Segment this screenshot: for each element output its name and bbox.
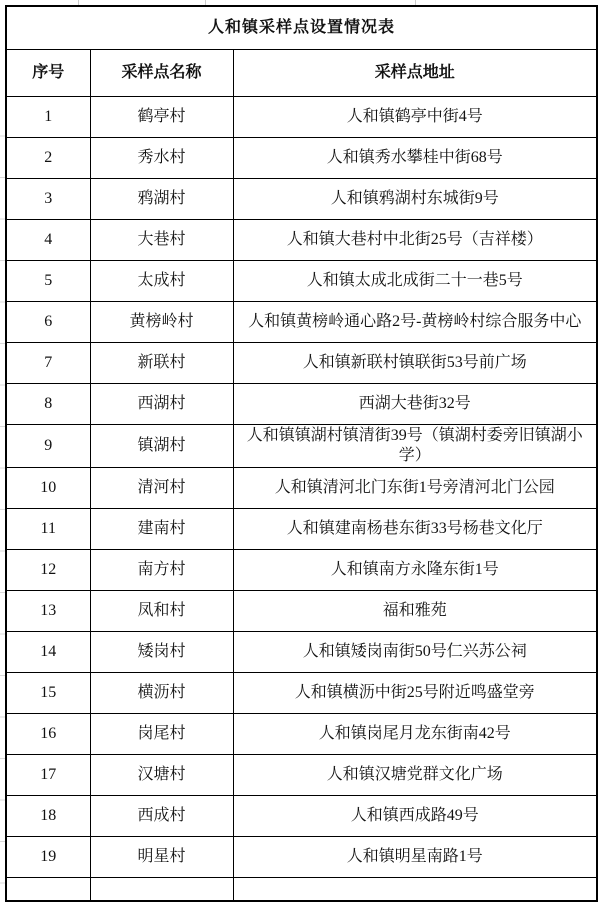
row-number-cell: 19: [6, 837, 90, 878]
table-row: [6, 261, 597, 302]
table-row: [6, 837, 597, 878]
column-header-number: 序号: [6, 50, 90, 97]
sampling-point-address-cell: 人和镇鸦湖村东城街9号: [233, 179, 597, 220]
sampling-point-address-cell: 人和镇建南杨巷东街33号杨巷文化厅: [233, 509, 597, 550]
table-row: [6, 97, 597, 138]
sampling-point-address-cell: 人和镇新联村镇联街53号前广场: [233, 343, 597, 384]
table-row: [6, 591, 597, 632]
row-number-cell: 9: [6, 425, 90, 468]
table-row: [6, 796, 597, 837]
sampling-point-address-cell: 人和镇秀水攀桂中街68号: [233, 138, 597, 179]
table-row: [6, 468, 597, 509]
sampling-point-name-cell: 建南村: [90, 509, 233, 550]
column-header-name: 采样点名称: [90, 50, 233, 97]
page-title: 人和镇采样点设置情况表: [6, 6, 597, 50]
row-number-cell: 15: [6, 673, 90, 714]
row-number-cell: 2: [6, 138, 90, 179]
sampling-point-name-cell: 矮岗村: [90, 632, 233, 673]
row-number-cell: 14: [6, 632, 90, 673]
table-row: [6, 509, 597, 550]
sampling-point-name-cell: 大巷村: [90, 220, 233, 261]
sampling-point-name-cell: 西成村: [90, 796, 233, 837]
sampling-point-name-cell: 新联村: [90, 343, 233, 384]
row-number-cell: 6: [6, 302, 90, 343]
sampling-point-name-cell: 黄榜岭村: [90, 302, 233, 343]
sampling-point-address-cell: 人和镇西成路49号: [233, 796, 597, 837]
row-number-cell: 11: [6, 509, 90, 550]
table-row: [6, 425, 597, 468]
sampling-point-address-cell: 人和镇岗尾月龙东街南42号: [233, 714, 597, 755]
row-number-cell: 1: [6, 97, 90, 138]
row-number-cell: 12: [6, 550, 90, 591]
table-row: [6, 138, 597, 179]
sampling-point-address-cell: 人和镇镇湖村镇清街39号（镇湖村委旁旧镇湖小学）: [233, 425, 597, 468]
table-body: [6, 97, 597, 902]
sampling-point-name-cell: 明星村: [90, 837, 233, 878]
sampling-point-name-cell: 清河村: [90, 468, 233, 509]
table-row: [6, 673, 597, 714]
row-number-cell: 3: [6, 179, 90, 220]
sampling-point-address-cell: 人和镇黄榜岭通心路2号-黄榜岭村综合服务中心: [233, 302, 597, 343]
table-row: [6, 302, 597, 343]
header-row: [6, 50, 597, 97]
sampling-point-name-cell: 太成村: [90, 261, 233, 302]
table-row: [6, 632, 597, 673]
table-row: [6, 179, 597, 220]
sampling-point-address-cell: 人和镇鹤亭中街4号: [233, 97, 597, 138]
sampling-point-name-cell: 镇湖村: [90, 425, 233, 468]
row-number-cell: 17: [6, 755, 90, 796]
table-row: [6, 343, 597, 384]
title-row: [6, 6, 597, 50]
sampling-point-name-cell: 南方村: [90, 550, 233, 591]
sampling-point-address-cell: 人和镇清河北门东街1号旁清河北门公园: [233, 468, 597, 509]
sampling-point-address-cell: 人和镇横沥中街25号附近鸣盛堂旁: [233, 673, 597, 714]
sampling-point-name-cell: 鹤亭村: [90, 97, 233, 138]
sampling-point-name-cell: 岗尾村: [90, 714, 233, 755]
sampling-point-address-cell: 人和镇明星南路1号: [233, 837, 597, 878]
sampling-point-name-cell: 汉塘村: [90, 755, 233, 796]
table-row: [6, 714, 597, 755]
sampling-point-address-cell: 人和镇汉塘党群文化广场: [233, 755, 597, 796]
table-row: [6, 384, 597, 425]
sampling-point-address-cell: 西湖大巷街32号: [233, 384, 597, 425]
row-number-cell: 16: [6, 714, 90, 755]
empty-cell: [233, 878, 597, 902]
table-row: [6, 550, 597, 591]
row-number-cell: 13: [6, 591, 90, 632]
row-number-cell: 8: [6, 384, 90, 425]
sampling-point-name-cell: 横沥村: [90, 673, 233, 714]
sampling-point-address-cell: 人和镇太成北成街二十一巷5号: [233, 261, 597, 302]
table-row: [6, 755, 597, 796]
sampling-point-address-cell: 人和镇矮岗南街50号仁兴苏公祠: [233, 632, 597, 673]
sampling-point-address-cell: 福和雅苑: [233, 591, 597, 632]
row-number-cell: 5: [6, 261, 90, 302]
row-number-cell: 7: [6, 343, 90, 384]
sampling-point-address-cell: 人和镇南方永隆东街1号: [233, 550, 597, 591]
table-row: [6, 220, 597, 261]
empty-cell: [90, 878, 233, 902]
table-row-partial: [6, 878, 597, 902]
sampling-point-name-cell: 西湖村: [90, 384, 233, 425]
sampling-point-name-cell: 鸦湖村: [90, 179, 233, 220]
sampling-point-name-cell: 秀水村: [90, 138, 233, 179]
sampling-point-address-cell: 人和镇大巷村中北街25号（吉祥楼）: [233, 220, 597, 261]
row-number-cell: 18: [6, 796, 90, 837]
sampling-points-table: [5, 5, 598, 902]
sampling-point-name-cell: 凤和村: [90, 591, 233, 632]
row-number-cell: 10: [6, 468, 90, 509]
column-header-address: 采样点地址: [233, 50, 597, 97]
empty-cell: [6, 878, 90, 902]
row-number-cell: 4: [6, 220, 90, 261]
